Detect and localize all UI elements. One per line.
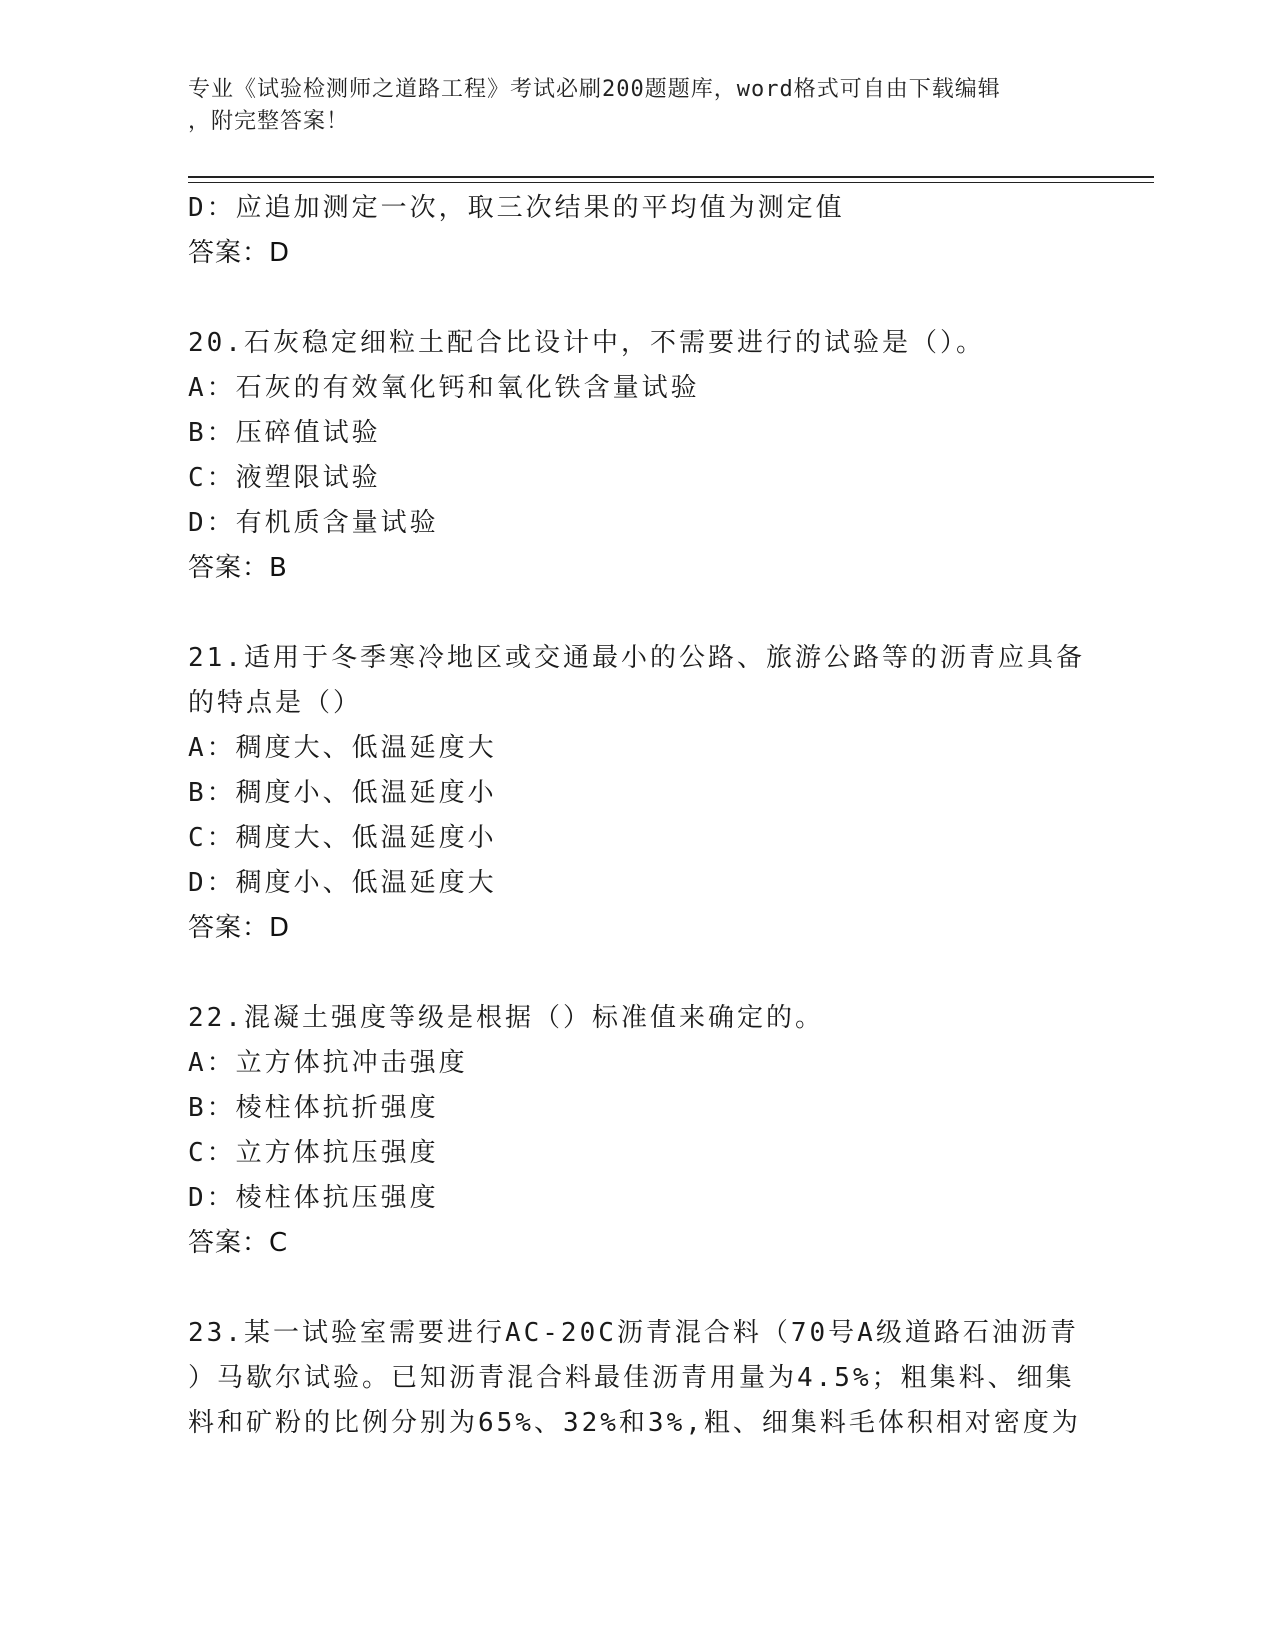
answer-line: 答案：D [188, 238, 291, 268]
question-stem-line2: 的特点是（） [188, 688, 363, 718]
spacer [188, 591, 1068, 636]
option-c: C：稠度大、低温延度小 [188, 823, 497, 853]
answer-line: 答案：C [188, 1228, 289, 1258]
option-c: C：立方体抗压强度 [188, 1138, 439, 1168]
answer-line: 答案：D [188, 913, 291, 943]
question-block-22 [188, 996, 1068, 1266]
question-stem: 20.石灰稳定细粒土配合比设计中，不需要进行的试验是（）。 [188, 328, 985, 358]
header-title-line2: ，附完整答案！ [188, 109, 350, 134]
option-d: D：应追加测定一次，取三次结果的平均值为测定值 [188, 193, 845, 223]
spacer [188, 276, 1068, 321]
question-block-23 [188, 1311, 1081, 1446]
header-divider-thick [188, 176, 1154, 178]
question-stem: 22.混凝土强度等级是根据（）标准值来确定的。 [188, 1003, 824, 1033]
question-stem-line1: 21.适用于冬季寒冷地区或交通最小的公路、旅游公路等的沥青应具备 [188, 643, 1085, 673]
question-stem-line1: 23.某一试验室需要进行AC-20C沥青混合料（70号A级道路石油沥青 [188, 1318, 1079, 1348]
option-a: A：石灰的有效氧化钙和氧化铁含量试验 [188, 373, 700, 403]
option-a: A：稠度大、低温延度大 [188, 733, 497, 763]
option-b: B：压碎值试验 [188, 418, 381, 448]
option-d: D：棱柱体抗压强度 [188, 1183, 439, 1213]
option-b: B：棱柱体抗折强度 [188, 1093, 439, 1123]
option-a: A：立方体抗冲击强度 [188, 1048, 468, 1078]
question-block-20 [188, 321, 1068, 591]
question-list [188, 186, 1085, 1446]
spacer [188, 951, 1068, 996]
question-block-21 [188, 636, 1085, 951]
answer-line: 答案：B [188, 553, 288, 583]
header-divider-thin [188, 182, 1154, 183]
header-title-line1: 专业《试验检测师之道路工程》考试必刷200题题库，word格式可自由下载编辑 [188, 77, 1001, 102]
option-c: C：液塑限试验 [188, 463, 381, 493]
question-block-prev [188, 186, 1068, 276]
option-b: B：稠度小、低温延度小 [188, 778, 497, 808]
document-header [188, 74, 1068, 138]
spacer [188, 1266, 1068, 1311]
option-d: D：有机质含量试验 [188, 508, 439, 538]
question-stem-line3: 料和矿粉的比例分别为65%、32%和3%,粗、细集料毛体积相对密度为 [188, 1408, 1081, 1438]
option-d: D：稠度小、低温延度大 [188, 868, 497, 898]
question-stem-line2: ）马歇尔试验。已知沥青混合料最佳沥青用量为4.5%；粗集料、细集 [188, 1363, 1075, 1393]
